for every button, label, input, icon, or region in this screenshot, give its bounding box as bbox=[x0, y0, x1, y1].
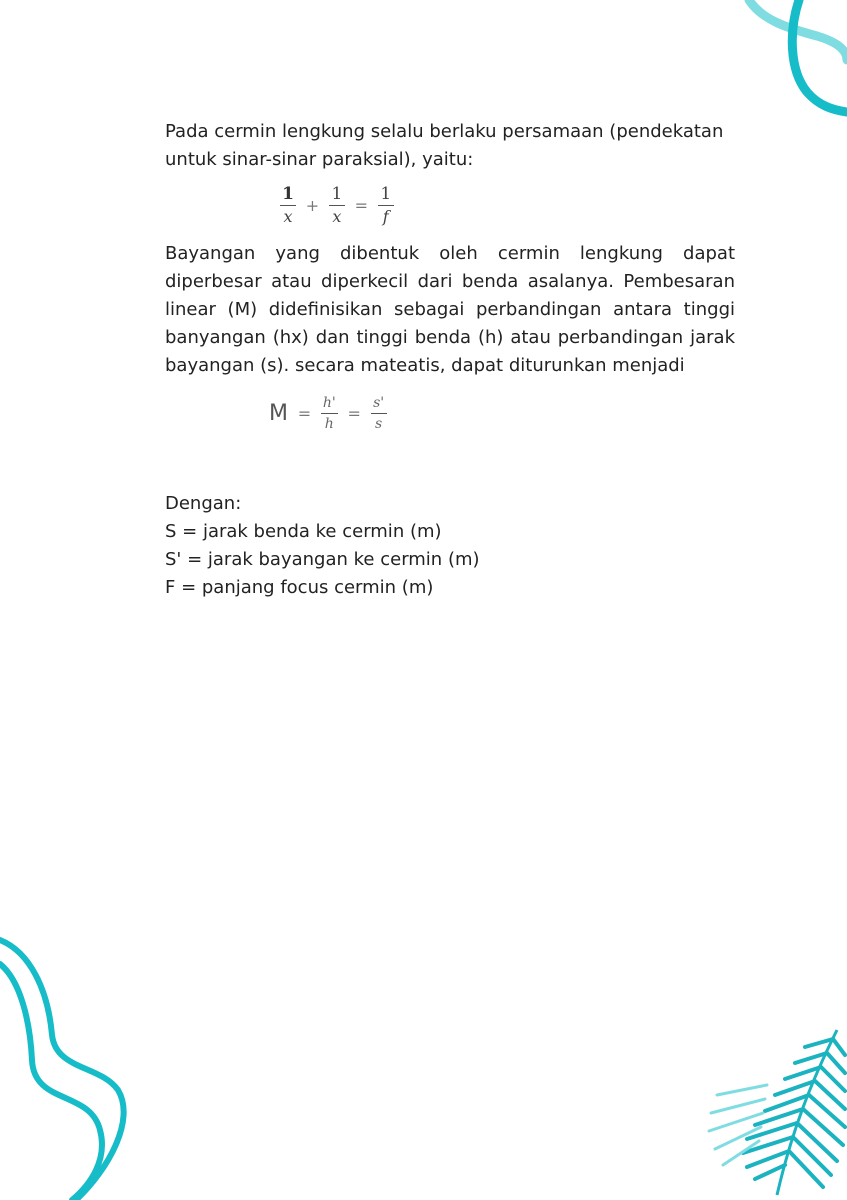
fraction-numerator: 1 bbox=[380, 184, 392, 204]
equals-sign: = bbox=[297, 403, 312, 423]
magnification-symbol: M bbox=[269, 400, 288, 426]
fraction-one-over-x-image bbox=[329, 184, 345, 227]
fraction-denominator: x bbox=[283, 207, 293, 226]
fraction-h-prime-over-h bbox=[321, 394, 338, 433]
fraction-one-over-x bbox=[280, 184, 296, 227]
fraction-denominator: s bbox=[375, 416, 383, 432]
fraction-numerator: 1 bbox=[282, 184, 294, 204]
mirror-equation bbox=[278, 184, 735, 238]
legend-heading: Dengan: bbox=[165, 493, 242, 514]
fraction-one-over-f bbox=[378, 184, 394, 227]
wave-decoration-bottom-left bbox=[0, 930, 150, 1200]
palm-leaf-decoration bbox=[707, 1025, 847, 1200]
document-body bbox=[165, 118, 735, 602]
legend-item-s: S = jarak benda ke cermin (m) bbox=[165, 521, 442, 542]
fraction-numerator: s' bbox=[373, 395, 385, 411]
paragraph-magnification: Bayangan yang dibentuk oleh cermin lengkung dapat diperbesar atau diperkecil dari benda asalanya. Pembesaran linear (M) didefinisikan sebagai perbandingan antara tinggi banyangan (hx) dan tinggi benda (h) atau perbandingan jarak bayangan (s). secara mateatis, dapat diturunkan menjadi bbox=[165, 243, 735, 376]
fraction-numerator: 1 bbox=[331, 184, 343, 204]
fraction-numerator: h' bbox=[322, 395, 336, 411]
legend-item-f: F = panjang focus cermin (m) bbox=[165, 577, 434, 598]
fraction-s-prime-over-s bbox=[371, 394, 387, 433]
fraction-denominator: h bbox=[324, 416, 334, 432]
paragraph-intro: Pada cermin lengkung selalu berlaku persamaan (pendekatan untuk sinar-sinar paraksial), yaitu: bbox=[165, 121, 724, 170]
fraction-denominator: f bbox=[382, 207, 389, 226]
wave-decoration-top-right bbox=[727, 0, 847, 130]
fraction-denominator: x bbox=[332, 207, 342, 226]
legend-item-s-prime: S' = jarak bayangan ke cermin (m) bbox=[165, 549, 480, 570]
equals-sign: = bbox=[354, 195, 369, 215]
plus-sign: + bbox=[305, 195, 320, 215]
magnification-equation bbox=[269, 394, 735, 460]
equals-sign: = bbox=[347, 403, 361, 423]
